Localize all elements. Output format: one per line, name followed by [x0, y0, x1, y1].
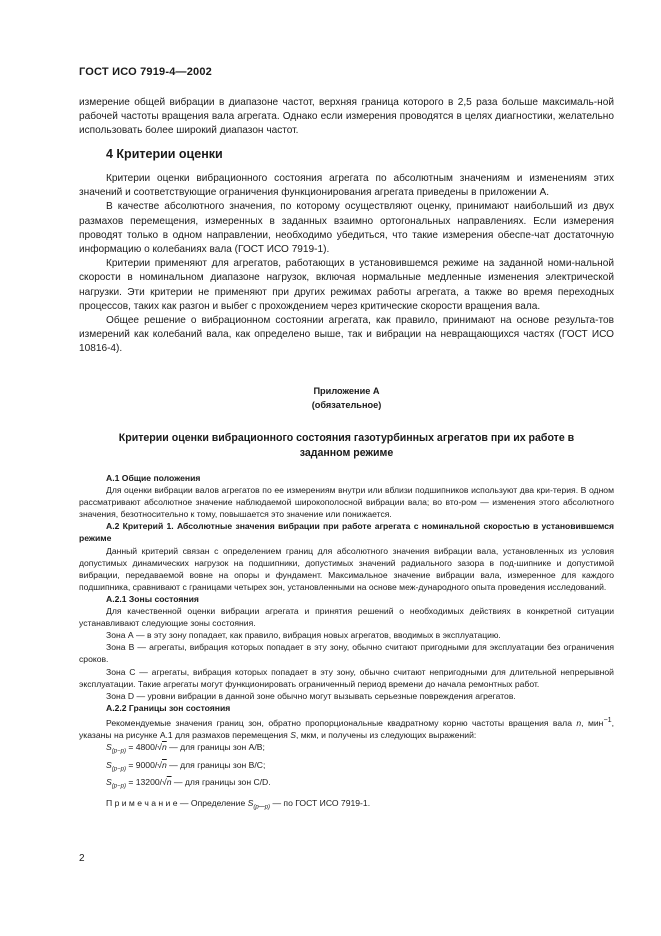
note-reference: — по ГОСТ ИСО 7919-1. [270, 798, 371, 809]
note-text: — Определение [177, 798, 248, 809]
formula-subscript: (p−p) [111, 784, 126, 791]
a22-paragraph [79, 714, 614, 741]
formula-symbol: S [106, 741, 112, 752]
section-4-paragraph-4: Общее решение о вибрационном состоянии агрегата, как правило, принимают на основе результа-тов измерений как колебаний вала, как определено выше, так и вибрации на невращающихся частях (ГОСТ ИСО 10816-4). [79, 315, 614, 355]
formula-symbol: S [106, 759, 112, 770]
note-subscript: (p—p) [253, 804, 271, 811]
zone-c-text: Зона С — агрегаты, вибрация которых попадает в эту зону, обычно считают непригодными для длительной непрерывной эксплуатации. Такие агрегаты могут функционировать ограниченный период времени до начала ремонтных работ. [79, 666, 614, 689]
formula-subscript: (p−p) [111, 766, 126, 773]
sqrt-icon: √ [157, 759, 162, 770]
a22-text-part-2: , указаны на рисунке А.1 для размахов перемещения [79, 717, 614, 740]
a2-heading: А.2 Критерий 1. Абсолютные значения вибрации при работе агрегата с номинальной скоростью в установившемся режиме [79, 521, 614, 544]
sqrt-icon: √ [157, 741, 162, 752]
formula-root: n [166, 777, 172, 788]
displacement-symbol: S [290, 729, 296, 740]
a2-paragraph: Данный критерий связан с определением границ для абсолютного значения вибрации вала, установленных из условия допустимых динамических нагрузок на подшипники, допустимых значений радиального зазора в под-шипнике и допустимой вибрации, передаваемой вовне на опоры и фундамент. Максимальное значение вибрации вала, измеренное для каждого подшипника, сравнивают с границами четырех зон, установленными на основе меж-дународного опыта проведения исследований. [79, 545, 614, 592]
a21-heading: А.2.1 Зоны состояния [106, 593, 199, 604]
formula-cd [106, 776, 614, 794]
note [79, 797, 614, 814]
running-header: ГОСТ ИСО 7919-4—2002 [79, 66, 213, 78]
speed-unit: , мин [581, 717, 604, 728]
zone-b-text: Зона В — агрегаты, вибрация которых попадает в эту зону, обычно считают пригодными для эксплуатации без ограничения сроков. [79, 642, 614, 665]
formula-list [79, 741, 614, 794]
zone-d-text: Зона D — уровни вибрации в данной зоне обычно могут вызывать серьезные повреждения агрегатов. [106, 690, 516, 701]
a22-text-part-3: , мкм, и получены из следующих выражений: [295, 729, 477, 740]
intro-paragraph: измерение общей вибрации в диапазоне частот, верхняя граница которого в 2,5 раза больше максималь-ной рабочей частоты вращения вала агрегата. Однако если измерения проводятся в целях диагностики, желательно использовать более широкий диапазон частот. [79, 97, 614, 137]
sqrt-icon: √ [162, 777, 167, 788]
a1-paragraph: Для оценки вибрации валов агрегатов по ее измерениям внутри или вблизи подшипников используют два кри-терия. В одном рассматривают абсолютное значение наблюдаемой широкополосной вибрации вала; во вто-ром — изменения этого абсолютного значения, безотносительно к тому, повышается это значение или понижается. [79, 485, 614, 520]
formula-root: n [161, 759, 167, 770]
appendix-label-block [79, 384, 614, 412]
formula-value: = 13200/ [125, 777, 163, 788]
a21-intro: Для качественной оценки вибрации агрегата и принятия решений о необходимых действиях в конкретной ситуации устанавливают следующие зоны состояния. [79, 606, 614, 629]
appendix-status: (обязательное) [311, 400, 382, 410]
appendix-title: Критерии оценки вибрационного состояния газотурбинных агрегатов при их работе в заданном режиме [118, 432, 575, 459]
formula-value: = 9000/ [125, 759, 158, 770]
section-4-body [79, 172, 614, 357]
section-4-paragraph-1: Критерии оценки вибрационного состояния агрегата по абсолютным значениям и изменениям этих значений и соответствующие ограничения функционирования агрегата приведены в приложении А. [79, 173, 614, 199]
formula-bc [106, 759, 614, 777]
formula-symbol: S [106, 777, 112, 788]
formula-value: = 4800/ [125, 741, 158, 752]
page-number: 2 [79, 853, 85, 864]
intro-block [79, 96, 614, 139]
note-symbol: S [247, 798, 254, 809]
appendix-body [79, 472, 614, 814]
a22-text-part-1: Рекомендуемые значения границ зон, обратно пропорциональные квадратному корню частоты вращения вала [106, 717, 577, 728]
formula-subscript: (p−p) [111, 748, 126, 755]
formula-description: — для границы зон А/В; [166, 741, 265, 752]
unit-exponent: −1 [603, 715, 612, 724]
section-4-paragraph-3: Критерии применяют для агрегатов, работающих в установившемся режиме на заданной номи-нальной скорости в номинальном диапазоне нагрузок, включая нормальные медленные изменения электрической нагрузки. Эти критерии не применяют при других режимах работы агрегата, а также во время переходных процессов, таких как разгон и выбег с прохождением через критические скорости вращения вала. [79, 258, 614, 312]
section-4-heading: 4 Критерии оценки [106, 147, 223, 161]
section-4-paragraph-2: В качестве абсолютного значения, по которому осуществляют оценку, принимают наибольший из двух размахов перемещения, измеренных в заданных взаимно ортогональных направлениях. Если измерения проводят только в одном направлении, необходимо убедиться, что такие измерения обеспе-чат достаточную информацию о колебаниях вала (ГОСТ ИСО 7919-1). [79, 201, 614, 256]
note-label: П р и м е ч а н и е [106, 798, 178, 809]
appendix-label: Приложение А [313, 386, 380, 396]
formula-ab [106, 741, 614, 759]
formula-description: — для границы зон В/С; [166, 759, 266, 770]
formula-root: n [161, 741, 167, 752]
a1-heading: А.1 Общие положения [106, 473, 201, 483]
speed-symbol: n [576, 717, 582, 728]
zone-a-text: Зона А — в эту зону попадает, как правило, вибрация новых агрегатов, вводимых в эксплуатацию. [106, 630, 501, 641]
formula-description: — для границы зон С/D. [171, 777, 271, 788]
a22-heading: А.2.2 Границы зон состояния [106, 702, 231, 713]
